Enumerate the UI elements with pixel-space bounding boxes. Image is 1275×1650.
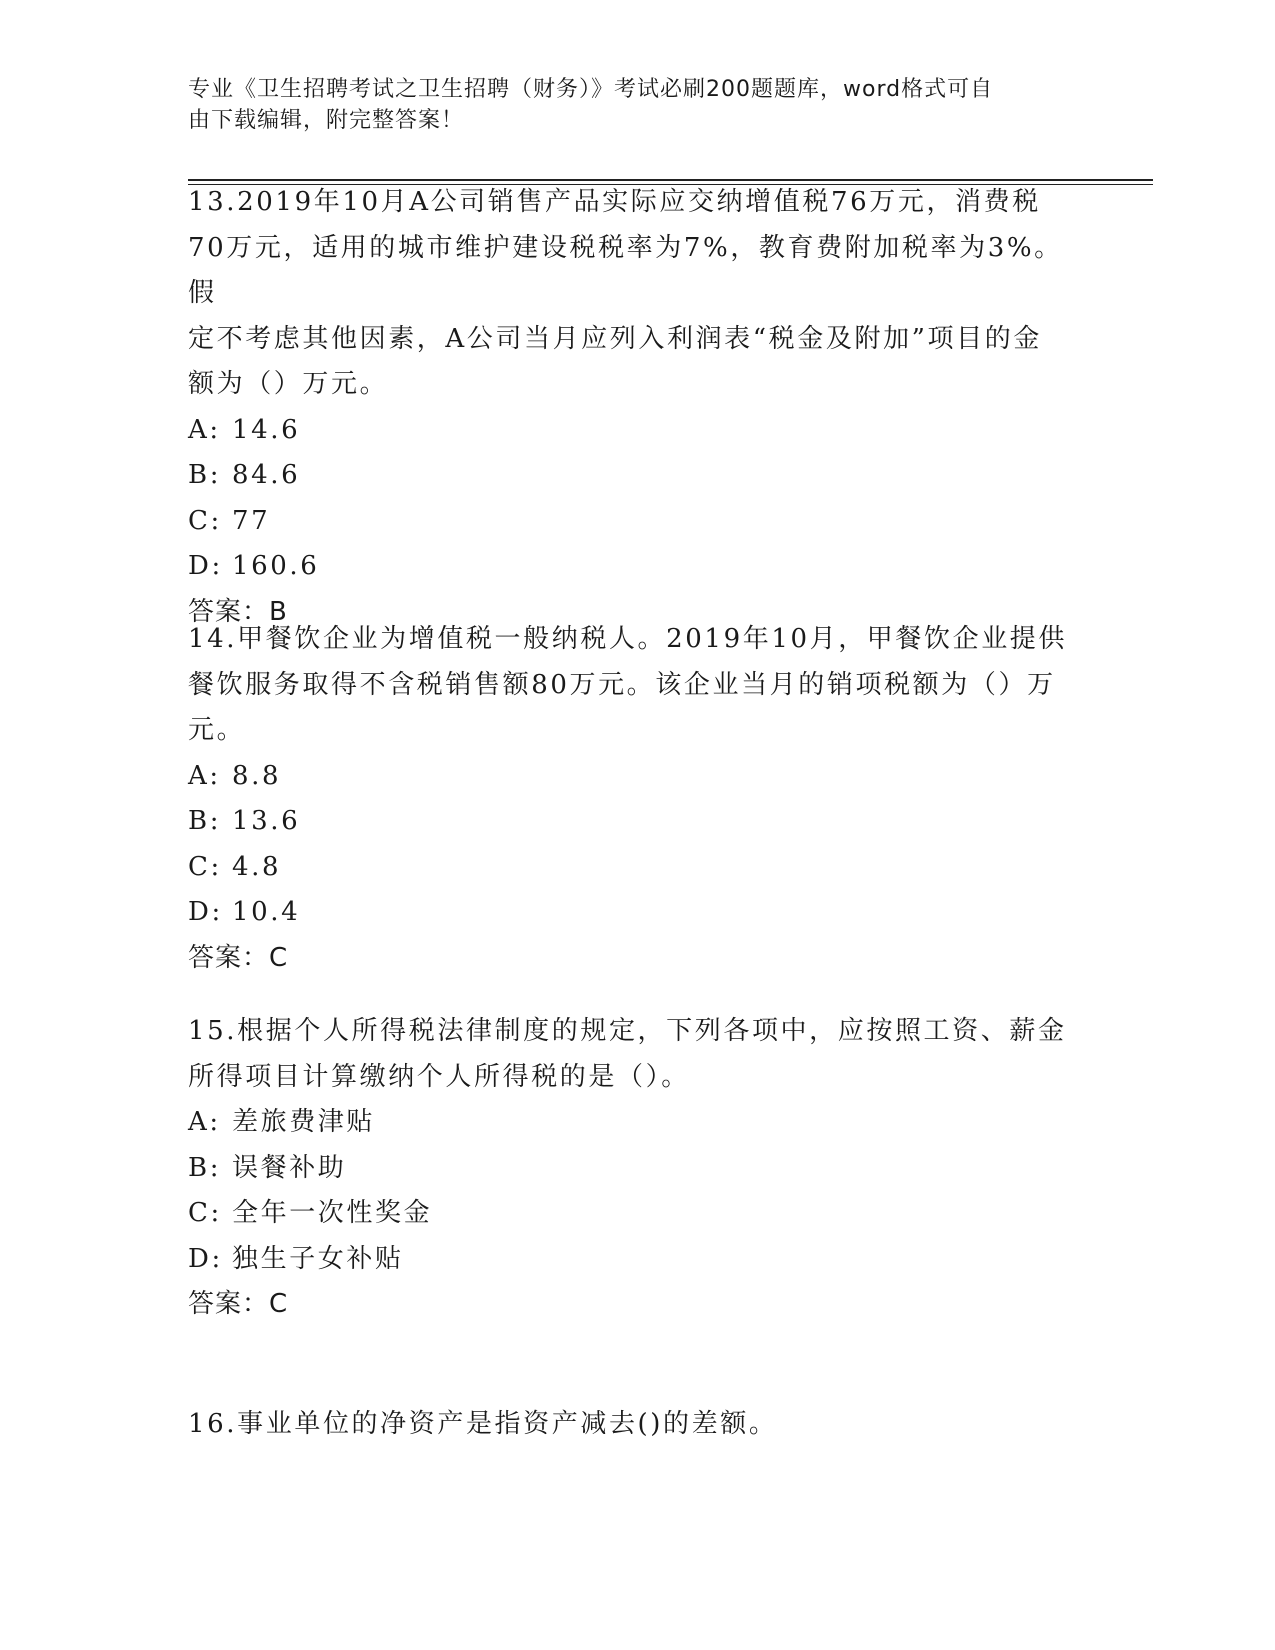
option-label: B: <box>188 806 222 836</box>
question-14-option-a <box>188 754 1088 800</box>
question-15-option-d <box>188 1237 1088 1283</box>
question-14 <box>188 617 1088 981</box>
question-15-option-b <box>188 1146 1088 1192</box>
question-14-answer: 答案：C <box>188 942 289 973</box>
option-text: 77 <box>232 505 271 536</box>
option-text: 差旅费津贴 <box>232 1107 376 1137</box>
option-text: 160.6 <box>232 551 320 581</box>
question-14-option-c <box>188 845 1088 891</box>
option-label: A: <box>188 414 221 445</box>
question-14-line-3: 元。 <box>188 715 246 745</box>
document-header <box>188 74 1088 136</box>
option-label: B: <box>188 1152 222 1183</box>
option-label: A: <box>188 760 221 791</box>
question-15 <box>188 1009 1088 1328</box>
option-text: 全年一次性奖金 <box>232 1198 433 1228</box>
header-line-1: 专业《卫生招聘考试之卫生招聘（财务）》考试必刷200题题库，word格式可自 <box>188 77 994 102</box>
question-13-line-4: 额为（）万元。 <box>188 369 389 399</box>
question-13-line-2: 70万元，适用的城市维护建设税税率为7%，教育费附加税率为3%。假 <box>188 232 1063 308</box>
question-13-option-b <box>188 453 1088 499</box>
question-13-option-a <box>188 408 1088 454</box>
question-15-line-2: 所得项目计算缴纳个人所得税的是（）。 <box>188 1061 690 1092</box>
option-label: D: <box>188 551 223 581</box>
option-text: 13.6 <box>232 806 301 836</box>
question-15-option-c <box>188 1191 1088 1237</box>
question-14-line-1: 14.甲餐饮企业为增值税一般纳税人。2019年10月，甲餐饮企业提供 <box>188 624 1068 654</box>
question-14-option-b <box>188 799 1088 845</box>
question-13 <box>188 180 1088 635</box>
option-text: 4.8 <box>232 851 282 882</box>
header-line-2: 由下载编辑，附完整答案！ <box>188 108 465 133</box>
option-label: C: <box>188 851 222 882</box>
option-label: C: <box>188 1198 222 1228</box>
question-15-answer: 答案：C <box>188 1289 289 1319</box>
option-text: 14.6 <box>232 414 301 445</box>
question-16-line-1: 16.事业单位的净资产是指资产减去()的差额。 <box>188 1409 778 1439</box>
option-text: 独生子女补贴 <box>232 1243 404 1274</box>
option-label: B: <box>188 460 222 490</box>
question-13-line-3: 定不考虑其他因素，A公司当月应列入利润表“税金及附加”项目的金 <box>188 323 1042 354</box>
option-text: 10.4 <box>232 897 301 927</box>
question-14-line-2: 餐饮服务取得不含税销售额80万元。该企业当月的销项税额为（）万 <box>188 669 1056 700</box>
question-16 <box>188 1402 1088 1448</box>
question-15-line-1: 15.根据个人所得税法律制度的规定，下列各项中，应按照工资、薪金 <box>188 1016 1067 1046</box>
option-label: D: <box>188 1243 223 1274</box>
question-13-option-c <box>188 499 1088 545</box>
question-13-option-d <box>188 544 1088 590</box>
question-15-option-a <box>188 1100 1088 1146</box>
question-14-option-d <box>188 890 1088 936</box>
question-13-answer: 答案：B <box>188 596 288 627</box>
option-label: A: <box>188 1107 221 1137</box>
option-text: 8.8 <box>232 760 282 791</box>
question-13-line-1: 13.2019年10月A公司销售产品实际应交纳增值税76万元，消费税 <box>188 187 1041 217</box>
option-label: D: <box>188 897 223 927</box>
option-text: 84.6 <box>232 460 301 490</box>
option-text: 误餐补助 <box>232 1152 347 1183</box>
option-label: C: <box>188 505 222 536</box>
